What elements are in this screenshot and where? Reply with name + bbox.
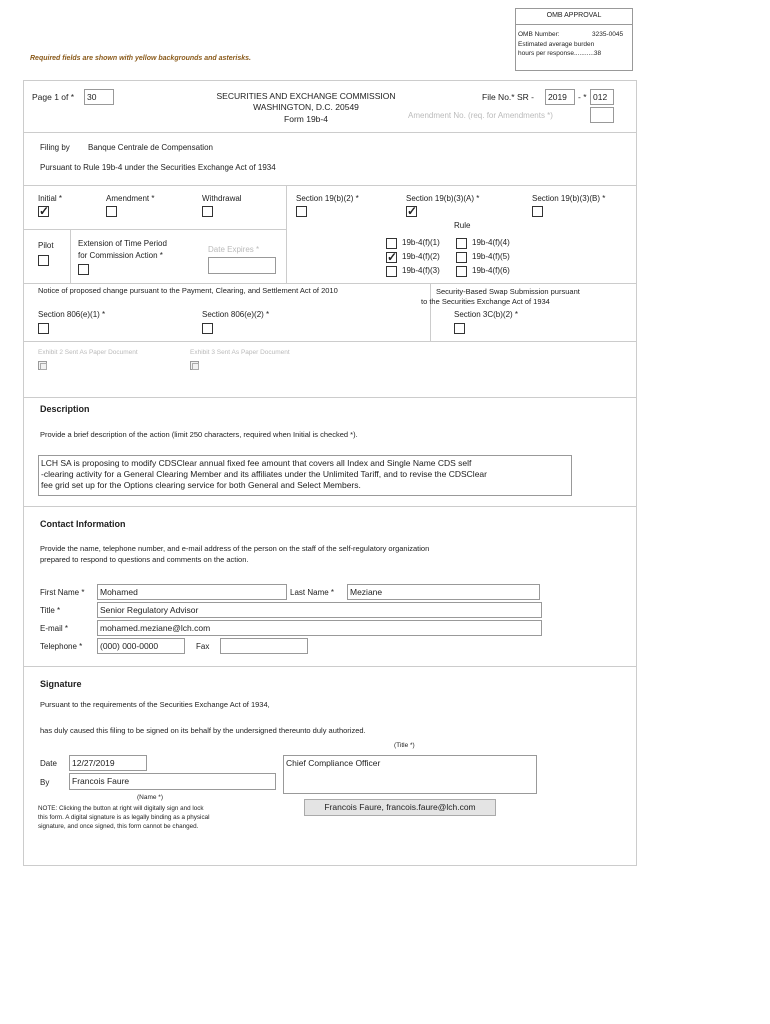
telephone-field[interactable]: (000) 000-0000	[97, 638, 185, 654]
title-field[interactable]: Senior Regulatory Advisor	[97, 602, 542, 618]
section-19b2-label: Section 19(b)(2) *	[296, 194, 359, 203]
notice-text: Notice of proposed change pursuant to the Payment, Clearing, and Settlement Act of 2010	[38, 286, 338, 295]
page-total-field[interactable]: 30	[84, 89, 114, 105]
rule-f2-checkbox[interactable]	[386, 252, 397, 263]
pursuant-text: Pursuant to Rule 19b-4 under the Securities Exchange Act of 1934	[40, 163, 276, 172]
contact-title: Contact Information	[40, 519, 126, 529]
section-806e1-label: Section 806(e)(1) *	[38, 310, 106, 319]
rule-f6-checkbox[interactable]	[456, 266, 467, 277]
email-label: E-mail *	[40, 624, 69, 633]
description-instruction: Provide a brief description of the action (limit 250 characters, required when Initial is checked *).	[40, 430, 358, 439]
section-19b3b-label: Section 19(b)(3)(B) *	[532, 194, 606, 203]
rule-f5-label: 19b-4(f)(5)	[472, 252, 510, 261]
withdrawal-checkbox[interactable]	[202, 206, 213, 217]
withdrawal-label: Withdrawal	[202, 194, 242, 203]
section-806e2-checkbox[interactable]	[202, 323, 213, 334]
omb-number-value: 3235-0045	[592, 31, 624, 38]
title-label: Title *	[40, 606, 61, 615]
file-dash: - *	[578, 92, 587, 102]
exhibit3-label: Exhibit 3 Sent As Paper Document	[190, 349, 290, 356]
form-container	[23, 80, 637, 866]
digital-sign-button[interactable]: Francois Faure, francois.faure@lch.com	[304, 799, 496, 816]
first-name-field[interactable]: Mohamed	[97, 584, 287, 600]
rule-f4-checkbox[interactable]	[456, 238, 467, 249]
description-textarea[interactable]	[38, 455, 572, 496]
section-19b3a-label: Section 19(b)(3)(A) *	[406, 194, 480, 203]
title-caption: (Title *)	[394, 742, 415, 749]
rule-f1-checkbox[interactable]	[386, 238, 397, 249]
swap-submission-line2: to the Securities Exchange Act of 1934	[421, 297, 550, 306]
agency-name: SECURITIES AND EXCHANGE COMMISSION	[216, 91, 396, 101]
section-19b2-checkbox[interactable]	[296, 206, 307, 217]
signer-title-field[interactable]: Chief Compliance Officer	[283, 755, 537, 794]
signature-note-line2: this form. A digital signature is as legally binding as a physical	[38, 814, 210, 821]
date-expires-label: Date Expires *	[208, 245, 260, 254]
section-19b3a-checkbox[interactable]	[406, 206, 417, 217]
omb-approval-box	[515, 8, 633, 71]
exhibit2-label: Exhibit 2 Sent As Paper Document	[38, 349, 138, 356]
by-label: By	[40, 778, 50, 787]
telephone-label: Telephone *	[40, 642, 83, 651]
rule-f4-label: 19b-4(f)(4)	[472, 238, 510, 247]
extension-label-line2: for Commission Action *	[78, 251, 163, 260]
rule-f5-checkbox[interactable]	[456, 252, 467, 263]
rule-f2-label: 19b-4(f)(2)	[402, 252, 440, 261]
omb-title: OMB APPROVAL	[546, 12, 602, 19]
contact-instruction-line1: Provide the name, telephone number, and e-mail address of the person on the staff of the self-regulatory organization	[40, 544, 430, 553]
omb-number-label: OMB Number:	[518, 31, 560, 38]
last-name-label: Last Name *	[290, 588, 335, 597]
section-19b3b-checkbox[interactable]	[532, 206, 543, 217]
rule-label: Rule	[454, 221, 471, 230]
email-field[interactable]: mohamed.meziane@lch.com	[97, 620, 542, 636]
section-3c-label: Section 3C(b)(2) *	[454, 310, 519, 319]
file-no-label: File No.* SR -	[482, 92, 534, 102]
extension-checkbox[interactable]	[78, 264, 89, 275]
section-3c-checkbox[interactable]	[454, 323, 465, 334]
amendment-no-field[interactable]	[590, 107, 614, 123]
rule-f3-checkbox[interactable]	[386, 266, 397, 277]
section-806e1-checkbox[interactable]	[38, 323, 49, 334]
date-label: Date	[40, 759, 57, 768]
omb-burden-line2: hours per response...........38	[518, 50, 602, 57]
signature-title: Signature	[40, 679, 82, 689]
date-expires-field[interactable]	[208, 257, 276, 274]
signature-note-line3: signature, and once signed, this form cannot be changed.	[38, 823, 199, 830]
date-field[interactable]: 12/27/2019	[69, 755, 147, 771]
amendment-no-label: Amendment No. (req. for Amendments *)	[408, 111, 553, 120]
section-806e2-label: Section 806(e)(2) *	[202, 310, 270, 319]
swap-submission-line1: Security-Based Swap Submission pursuant	[436, 287, 580, 296]
rule-f1-label: 19b-4(f)(1)	[402, 238, 440, 247]
contact-instruction-line2: prepared to respond to questions and comments on the action.	[40, 555, 249, 564]
name-caption: (Name *)	[137, 794, 164, 801]
form-name: Form 19b-4	[284, 114, 328, 124]
description-line1: LCH SA is proposing to modify CDSClear annual fixed fee amount that covers all Index and Single Name CDS self	[41, 458, 472, 468]
agency-address: WASHINGTON, D.C. 20549	[253, 102, 359, 112]
pilot-label: Pilot	[38, 241, 54, 250]
fax-field[interactable]	[220, 638, 308, 654]
signature-pursuant: Pursuant to the requirements of the Securities Exchange Act of 1934,	[40, 700, 270, 709]
file-number-field[interactable]: 012	[590, 89, 614, 105]
initial-label: Initial *	[38, 194, 63, 203]
initial-checkbox[interactable]	[38, 206, 49, 217]
filing-by-label: Filing by	[40, 143, 70, 152]
extension-label-line1: Extension of Time Period	[78, 239, 167, 248]
amendment-checkbox[interactable]	[106, 206, 117, 217]
by-field[interactable]: Francois Faure	[69, 773, 276, 790]
description-line2: -clearing activity for a General Clearing Member and its affiliates under the Unlimited Tariff, and to revise the CDSClear	[41, 469, 487, 479]
description-title: Description	[40, 404, 90, 414]
exhibit3-checkbox[interactable]	[190, 361, 199, 370]
amendment-label: Amendment *	[106, 194, 155, 203]
file-year-field[interactable]: 2019	[545, 89, 575, 105]
description-line3: fee grid set up for the Options clearing service for both General and Select Members.	[41, 480, 361, 490]
signature-note-line1: NOTE: Clicking the button at right will digitally sign and lock	[38, 805, 204, 812]
signature-caused: has duly caused this filing to be signed on its behalf by the undersigned thereunto duly authorized.	[40, 726, 366, 735]
first-name-label: First Name *	[40, 588, 85, 597]
omb-burden-line1: Estimated average burden	[518, 41, 595, 48]
last-name-field[interactable]: Meziane	[347, 584, 540, 600]
pilot-checkbox[interactable]	[38, 255, 49, 266]
exhibit2-checkbox[interactable]	[38, 361, 47, 370]
page-label: Page 1 of *	[32, 92, 75, 102]
rule-f6-label: 19b-4(f)(6)	[472, 266, 510, 275]
required-fields-note: Required fields are shown with yellow backgrounds and asterisks.	[30, 55, 251, 62]
rule-f3-label: 19b-4(f)(3)	[402, 266, 440, 275]
fax-label: Fax	[196, 642, 210, 651]
filing-by-value: Banque Centrale de Compensation	[88, 143, 213, 152]
